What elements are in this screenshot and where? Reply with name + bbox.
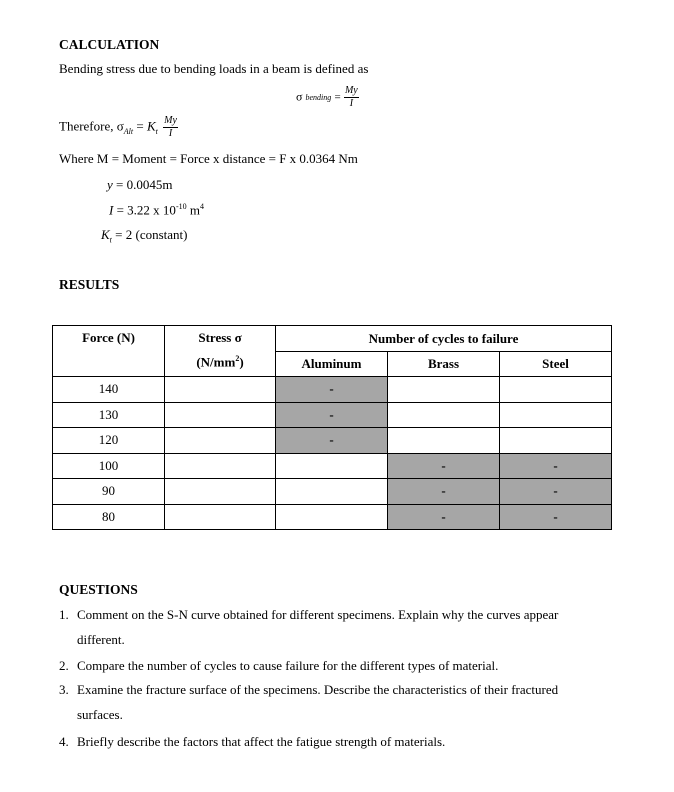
bending-stress-intro: Bending stress due to bending loads in a beam is defined as (59, 61, 369, 76)
header-aluminum: Aluminum (276, 352, 388, 377)
brass-cell (388, 428, 500, 454)
force-cell: 80 (53, 504, 165, 530)
stress-cell (165, 504, 276, 530)
table-row (53, 428, 612, 454)
equals-sign: = (334, 91, 341, 104)
fraction-numerator-2: My (164, 115, 177, 126)
kt-symbol: K (146, 118, 156, 134)
moment-definition: Where M = Moment = Force x distance = F x 0.0364 Nm (59, 151, 358, 166)
stress-unit-exp: 2 (235, 354, 240, 363)
question-item (59, 677, 619, 727)
i-exponent: -10 (175, 202, 187, 211)
kt-var-symbol: K (101, 227, 110, 242)
question-number: 1. (59, 607, 69, 622)
aluminum-cell: - (276, 402, 388, 428)
stress-cell (165, 453, 276, 479)
calculation-heading: CALCULATION (59, 37, 160, 52)
stress-cell (165, 428, 276, 454)
fraction-my-over-i (344, 86, 359, 109)
therefore-prefix: Therefore, (59, 118, 117, 134)
y-value: = 0.0045m (112, 177, 173, 192)
force-cell: 120 (53, 428, 165, 454)
question-item (59, 602, 619, 652)
sigma-symbol: σ (296, 89, 303, 104)
question-text-cont: surfaces. (77, 707, 123, 722)
y-symbol: y (107, 177, 113, 192)
therefore-formula (59, 116, 178, 139)
question-item (59, 729, 619, 754)
header-stress (165, 326, 276, 377)
steel-cell: - (500, 479, 612, 505)
force-cell: 140 (53, 377, 165, 403)
stress-unit-base: (N/mm (196, 354, 236, 370)
fraction-my-over-i-2 (163, 116, 178, 139)
header-force (53, 326, 165, 377)
bending-stress-formula (296, 86, 359, 109)
y-value-line (107, 177, 172, 193)
kt-var-subscript: t (109, 235, 112, 245)
steel-cell: - (500, 504, 612, 530)
header-brass: Brass (388, 352, 500, 377)
i-symbol: I (109, 202, 114, 218)
aluminum-cell (276, 504, 388, 530)
header-cycles (276, 326, 612, 352)
force-cell: 90 (53, 479, 165, 505)
table-row (53, 453, 612, 479)
question-text: Examine the fracture surface of the specimens. Describe the characteristics of their fractured (77, 682, 559, 697)
force-cell: 100 (53, 453, 165, 479)
question-text: Briefly describe the factors that affect the fatigue strength of materials. (77, 734, 446, 749)
brass-cell: - (388, 453, 500, 479)
question-text: Compare the number of cycles to cause failure for the different types of material. (77, 658, 499, 673)
sigma-alt-symbol: σ (116, 118, 124, 134)
stress-cell (165, 377, 276, 403)
question-number: 3. (59, 682, 69, 697)
steel-cell (500, 377, 612, 403)
i-unit: m (186, 202, 200, 218)
stress-unit-close: ) (239, 354, 244, 370)
brass-cell (388, 402, 500, 428)
header-stress-unit (165, 354, 275, 370)
fraction-denominator-2: I (168, 128, 173, 139)
steel-cell (500, 402, 612, 428)
brass-cell: - (388, 504, 500, 530)
force-cell: 130 (53, 402, 165, 428)
results-table (52, 325, 612, 530)
i-unit-exponent: 4 (199, 202, 204, 211)
sigma-alt-subscript: Alt (123, 127, 134, 137)
questions-heading: QUESTIONS (59, 582, 138, 597)
brass-cell (388, 377, 500, 403)
stress-cell (165, 479, 276, 505)
table-row (53, 402, 612, 428)
aluminum-cell (276, 453, 388, 479)
header-force-label: Force (N) (82, 330, 135, 345)
question-item (59, 653, 619, 678)
aluminum-cell: - (276, 377, 388, 403)
kt-value-line (101, 227, 187, 245)
sigma-subscript: bending (305, 93, 332, 103)
question-number: 2. (59, 658, 69, 673)
header-cycles-label: Number of cycles to failure (368, 330, 519, 346)
kt-value: = 2 (constant) (111, 227, 188, 242)
therefore-equals: = (133, 118, 147, 134)
i-value: = 3.22 x 10 (113, 202, 176, 218)
header-steel: Steel (500, 352, 612, 377)
fraction-numerator: My (344, 85, 358, 96)
stress-cell (165, 402, 276, 428)
table-row (53, 504, 612, 530)
header-stress-label: Stress σ (198, 330, 242, 345)
question-number: 4. (59, 734, 69, 749)
table-row (53, 479, 612, 505)
steel-cell: - (500, 453, 612, 479)
question-text: Comment on the S-N curve obtained for different specimens. Explain why the curves appear (77, 607, 559, 622)
aluminum-cell: - (276, 428, 388, 454)
results-heading: RESULTS (59, 277, 120, 292)
steel-cell (500, 428, 612, 454)
question-text-cont: different. (77, 632, 125, 647)
i-value-line (109, 202, 204, 218)
fraction-denominator: I (349, 98, 354, 109)
brass-cell: - (388, 479, 500, 505)
aluminum-cell (276, 479, 388, 505)
table-row (53, 377, 612, 403)
kt-subscript: t (155, 127, 158, 137)
